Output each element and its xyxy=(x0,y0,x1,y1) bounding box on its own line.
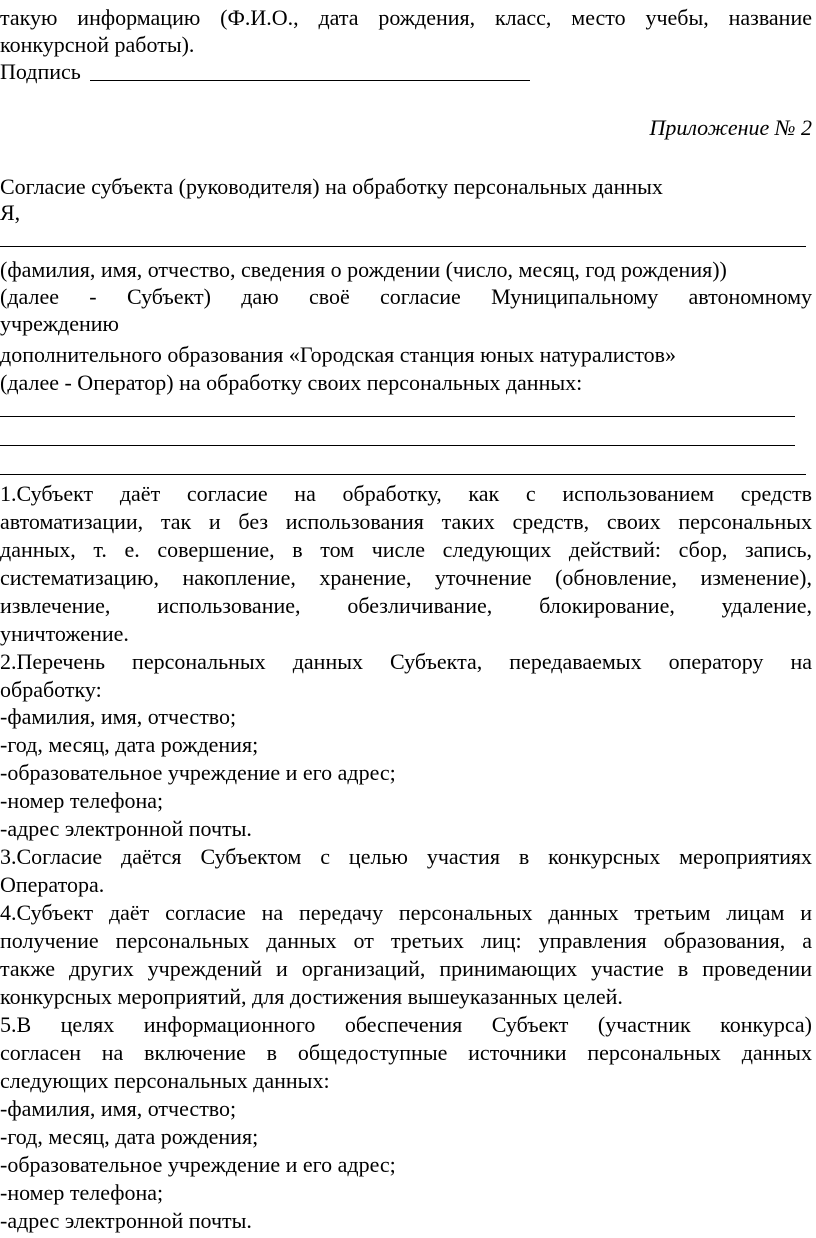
body-line-19: конкурсных мероприятий, для достижения вышеуказанных целей. xyxy=(0,984,623,1009)
consent-line-3: дополнительного образования «Городская станция юных натуралистов» xyxy=(0,342,677,367)
body-line-4: систематизацию, накопление, хранение, уточнение (обновление, изменение), xyxy=(0,565,812,590)
body-line-7: 2.Перечень персональных данных Субъекта, передаваемых оператору на xyxy=(0,649,812,674)
body-line-21: согласен на включение в общедоступные источники персональных данных xyxy=(0,1040,812,1065)
body-line-8: обработку: xyxy=(0,677,102,702)
list-item: -фамилия, имя, отчество; xyxy=(0,704,237,729)
list-item: -адрес электронной почты. xyxy=(0,816,252,841)
list-item: -образовательное учреждение и его адрес; xyxy=(0,1152,396,1177)
consent-line-1: (далее - Субъект) даю своё согласие Муниципальному автономному xyxy=(0,284,812,309)
body-line-22: следующих персональных данных: xyxy=(0,1068,330,1093)
consent-line-4: (далее - Оператор) на обработку своих персональных данных: xyxy=(0,370,583,395)
text-line-1: такую информацию (Ф.И.О., дата рождения, класс, место учебы, название xyxy=(0,5,812,30)
fio-hint: (фамилия, имя, отчество, сведения о рождении (число, месяц, год рождения)) xyxy=(0,257,727,282)
list-item: -адрес электронной почты. xyxy=(0,1208,252,1233)
body-line-15: Оператора. xyxy=(0,872,105,897)
appendix-title: Приложение № 2 xyxy=(649,115,812,140)
name-fill-line xyxy=(0,246,806,247)
body-line-17: получение персональных данных от третьих лиц: управления образования, а xyxy=(0,928,812,953)
signature-label: Подпись xyxy=(0,59,81,84)
list-item: -номер телефона; xyxy=(0,1180,164,1205)
body-line-5: извлечение, использование, обезличивание, блокирование, удаление, xyxy=(0,593,812,618)
consent-line-2: учреждению xyxy=(0,311,119,336)
list-item: -фамилия, имя, отчество; xyxy=(0,1096,237,1121)
data-fill-line-3 xyxy=(0,474,806,475)
body-line-14: 3.Согласие даётся Субъектом с целью участия в конкурсных мероприятиях xyxy=(0,844,812,869)
body-line-20: 5.В целях информационного обеспечения Субъект (участник конкурса) xyxy=(0,1012,812,1037)
body-line-1: 1.Субъект даёт согласие на обработку, как с использованием средств xyxy=(0,481,812,506)
body-line-6: уничтожение. xyxy=(0,621,129,646)
data-fill-line-1 xyxy=(0,416,795,417)
list-item: -год, месяц, дата рождения; xyxy=(0,732,259,757)
data-fill-line-2 xyxy=(0,445,795,446)
body-line-3: данных, т. е. совершение, в том числе следующих действий: сбор, запись, xyxy=(0,537,812,562)
signature-line xyxy=(90,80,530,81)
consent-title: Согласие субъекта (руководителя) на обработку персональных данных xyxy=(0,174,663,199)
consent-i: Я, xyxy=(0,200,21,225)
text-line-2: конкурсной работы). xyxy=(0,32,195,57)
list-item: -номер телефона; xyxy=(0,788,164,813)
body-line-16: 4.Субъект даёт согласие на передачу персональных данных третьим лицам и xyxy=(0,900,812,925)
list-item: -образовательное учреждение и его адрес; xyxy=(0,760,396,785)
body-line-18: также других учреждений и организаций, принимающих участие в проведении xyxy=(0,956,812,981)
body-line-2: автоматизации, так и без использования таких средств, своих персональных xyxy=(0,509,812,534)
list-item: -год, месяц, дата рождения; xyxy=(0,1124,259,1149)
